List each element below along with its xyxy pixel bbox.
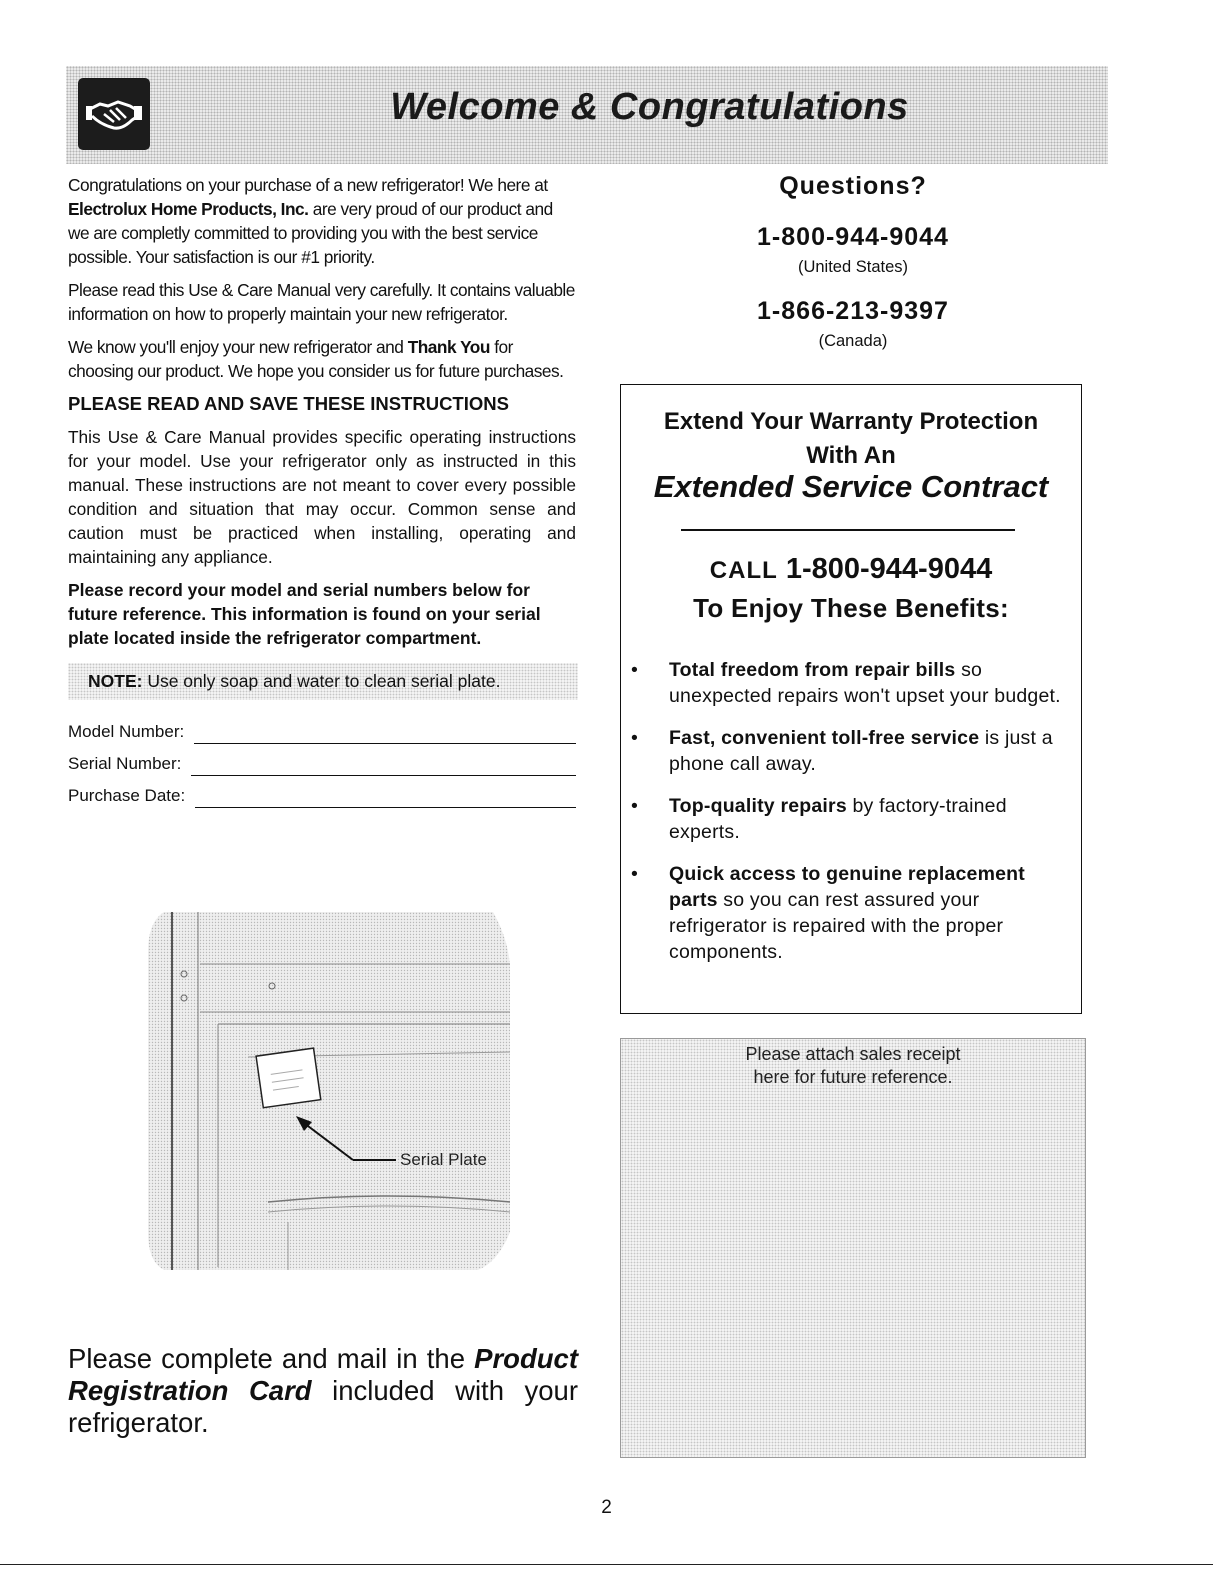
company-name: Electrolux Home Products, Inc. <box>68 199 309 219</box>
registration-text: Please complete and mail in the <box>68 1343 475 1374</box>
model-number-field[interactable] <box>68 712 576 744</box>
instructions-heading: PLEASE READ AND SAVE THESE INSTRUCTIONS <box>68 393 509 414</box>
benefit-bold: Top-quality repairs <box>669 795 847 817</box>
bullet-icon: • <box>631 659 639 681</box>
bullet-icon: • <box>631 863 639 885</box>
list-item <box>631 725 1071 777</box>
purchase-date-label: Purchase Date: <box>68 786 186 805</box>
call-word: CALL <box>709 557 778 584</box>
purchase-date-field[interactable] <box>68 776 576 808</box>
sales-receipt-area[interactable] <box>620 1038 1086 1458</box>
left-column <box>68 173 576 808</box>
intro-paragraph-2: Please read this Use & Care Manual very carefully. It contains valuable information on how to properly maintain your new refrigerator. <box>68 280 575 324</box>
list-item <box>631 861 1071 965</box>
note-text: Use only soap and water to clean serial plate. <box>142 671 501 691</box>
phone-us[interactable]: 1-800-944-9044 <box>757 223 949 251</box>
registration-text: included with your refrigerator. <box>68 1375 578 1438</box>
bullet-icon: • <box>631 727 639 749</box>
intro-paragraph-1 <box>68 173 576 269</box>
benefit-text: so you can rest assured your refrigerator is repaired with the proper components. <box>669 889 1004 963</box>
benefits-heading: To Enjoy These Benefits: <box>693 593 1009 623</box>
warranty-title-line: Extend Your Warranty Protection <box>663 408 1039 435</box>
call-line <box>621 553 1081 586</box>
intro-text: for choosing our product. We hope you consider us for future purchases. <box>68 337 564 381</box>
receipt-instructions <box>621 1043 1085 1089</box>
record-numbers-note: Please record your model and serial numbers below for future reference. This information is found on your serial plate located inside the refrigerator compartment. <box>68 580 541 648</box>
bullet-icon: • <box>631 795 639 817</box>
instructions-body: This Use & Care Manual provides specific operating instructions for your model. Use your refrigerator only as instructed in this manual. These instructions are not meant to cover every possible condition and situation that may occur. Common sense and caution must be practiced when installing, operating and maintaining any appliance. <box>68 427 576 567</box>
benefit-text: is just a phone call away. <box>669 727 1053 775</box>
receipt-line: Please attach sales receipt <box>745 1044 961 1064</box>
benefit-text: so unexpected repairs won't upset your budget. <box>669 659 1061 707</box>
model-number-line[interactable] <box>194 725 576 744</box>
benefit-list <box>631 657 1071 981</box>
page-title: Welcome & Congratulations <box>390 86 909 128</box>
serial-plate-callout: Serial Plate <box>400 1150 487 1169</box>
serial-number-line[interactable] <box>191 757 576 776</box>
warranty-box <box>620 384 1082 1014</box>
divider <box>681 529 1015 531</box>
call-number[interactable]: 1-800-944-9044 <box>785 553 993 585</box>
benefit-bold: Fast, convenient toll-free service <box>669 727 980 749</box>
benefit-text: by factory-trained experts. <box>669 795 1007 843</box>
receipt-line: here for future reference. <box>753 1067 953 1087</box>
intro-paragraph-3 <box>68 335 576 383</box>
header-band <box>66 66 1108 164</box>
phone-canada[interactable]: 1-866-213-9397 <box>757 297 949 325</box>
note-label: NOTE: <box>88 671 143 691</box>
serial-number-field[interactable] <box>68 744 576 776</box>
intro-text: are very proud of our product and we are completly committed to providing you with the best service possible. Your satisfaction is our #1 priority. <box>68 199 553 267</box>
serial-plate-illustration <box>148 912 510 1270</box>
list-item <box>631 657 1071 709</box>
thank-you-text: Thank You <box>407 337 490 357</box>
model-number-label: Model Number: <box>68 722 185 741</box>
extended-service-contract: Extended Service Contract <box>653 469 1049 504</box>
warranty-title <box>621 405 1081 473</box>
page-number: 2 <box>601 1497 612 1518</box>
benefit-bold: Quick access to genuine replacement parts <box>669 863 1025 911</box>
serial-number-label: Serial Number: <box>68 754 182 773</box>
purchase-date-line[interactable] <box>195 789 576 808</box>
warranty-title-line: With An <box>806 442 896 469</box>
cleaning-note <box>68 663 578 700</box>
intro-text: Congratulations on your purchase of a new refrigerator! We here at <box>68 175 548 195</box>
intro-text: We know you'll enjoy your new refrigerator and <box>68 337 408 357</box>
questions-block <box>620 170 1086 351</box>
benefit-bold: Total freedom from repair bills <box>669 659 956 681</box>
questions-title: Questions? <box>779 172 927 200</box>
region-us: (United States) <box>797 258 909 276</box>
region-canada: (Canada) <box>818 332 888 350</box>
list-item <box>631 793 1071 845</box>
bottom-rule <box>0 1564 1213 1565</box>
registration-reminder <box>68 1343 578 1439</box>
registration-card-name: Product Registration Card <box>68 1343 578 1406</box>
